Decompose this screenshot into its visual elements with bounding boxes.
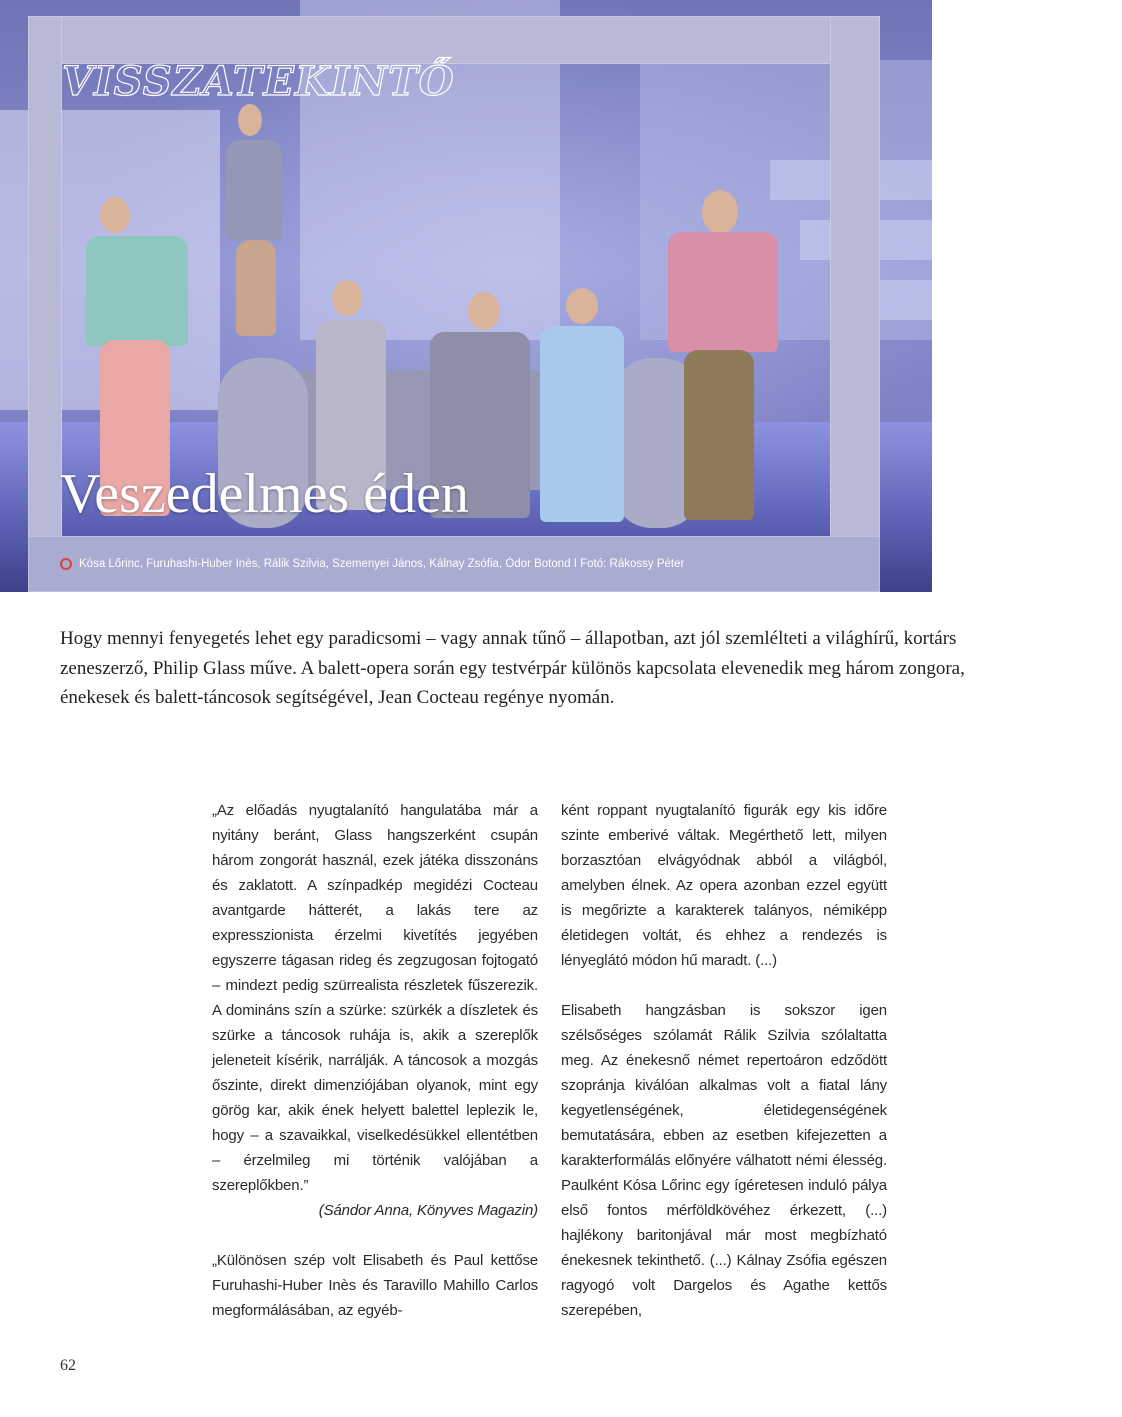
hero-photo [0,0,932,592]
page-number: 62 [60,1357,76,1374]
performer-head [702,190,738,234]
quote-paragraph: ként roppant nyugtalanító figurák egy kis időre szinte emberivé váltak. Megérthető lett, milyen borzasztóan elvágyódnak abból a világból, amelyben élnek. Az opera azonban ezzel együtt is megőrizte a karakterek talányos, némiképp életidegen voltát, és ehhez a rendezés is lényeglátó módon hű maradt. (...) [561,802,887,969]
performer [668,232,778,352]
performer [684,350,754,520]
performer-head [332,280,362,316]
section-kicker: VISSZATEKINTŐ [62,58,455,105]
performer [86,236,188,346]
performer-head [468,292,500,330]
article-column-right [561,798,887,1323]
stage-frame-right [830,16,880,592]
quote-attribution: (Sándor Anna, Könyves Magazin) [318,1202,538,1219]
lead-paragraph: Hogy mennyi fenyegetés lehet egy paradicsomi – vagy annak tűnő – állapotban, azt jól szemlélteti a világhírű, kortárs zeneszerző, Philip Glass műve. A balett-opera során egy testvérpár különös kapcsolata elevenedik meg három zongora, énekesek és balett-táncosok segítségével, Jean Cocteau regénye nyomán. [60,628,965,708]
performer [540,326,624,522]
performer [236,240,276,336]
quote-paragraph: „Az előadás nyugtalanító hangulatába már a nyitány beránt, Glass hangszerként csupán három zongorát használ, ezek játéka disszonáns és zaklatott. A színpadkép megidézi Cocteau avantgarde hátterét, a lakás tere az expresszionista érzelmi kivetítés jegyében egyszerre tágasan rideg és zegzugosan fojtogató – mindezt pedig szürrealista részletek fűszerezik. A domináns szín a szürke: szürkék a díszletek és szürke a táncosok ruhája is, akik a szereplők jeleneteit kísérik, narrálják. A táncosok a mozgás őszinte, direkt dimenziójában olyanok, mint egy görög kar, akik ének helyett balettel leplezik le, hogy – a szavaikkal, viselkedésükkel ellentétben – érzelmileg mi történik valójában a szereplőkben.” [212,802,538,1194]
performer-head [566,288,598,324]
article-column-left [212,798,538,1323]
quote-paragraph: „Különösen szép volt Elisabeth és Paul kettőse Furuhashi-Huber Inès és Taravillo Mahillo Carlos megformálásában, az egyéb- [212,1252,538,1319]
circle-bullet-icon [60,558,72,570]
stage-frame-top [28,16,880,64]
performer-head [100,197,130,233]
performer [226,140,282,240]
stage-frame-left [28,16,62,592]
photo-caption [60,558,684,570]
photo-caption-text: Kósa Lőrinc, Furuhashi-Huber Inès, Rálik Szilvia, Szemenyei János, Kálnay Zsófia, Ódor Botond I Fotó: Rákossy Péter [79,558,685,570]
article-title: Veszedelmes éden [60,463,469,525]
quote-paragraph: Elisabeth hangzásban is sokszor igen szélsőséges szólamát Rálik Szilvia szólaltatta meg. Az énekesnő német repertoáron edződött szopránja kiválóan alkalmas volt a fiatal lány kegyetlenségének, életidegenségének bemutatására, ebben az esetben kifejezetten a karakterformálás előnyére válhatott némi élesség. Paulként Kósa Lőrinc egy ígéretesen induló pálya első fontos mérföldkövéhez érkezett, (...) hajlékony baritonjával már most megbízható énekesnek tekinthető. (...) Kálnay Zsófia egészen ragyogó volt Dargelos és Agathe kettős szerepében, [561,1002,887,1319]
performer-head [238,104,262,136]
